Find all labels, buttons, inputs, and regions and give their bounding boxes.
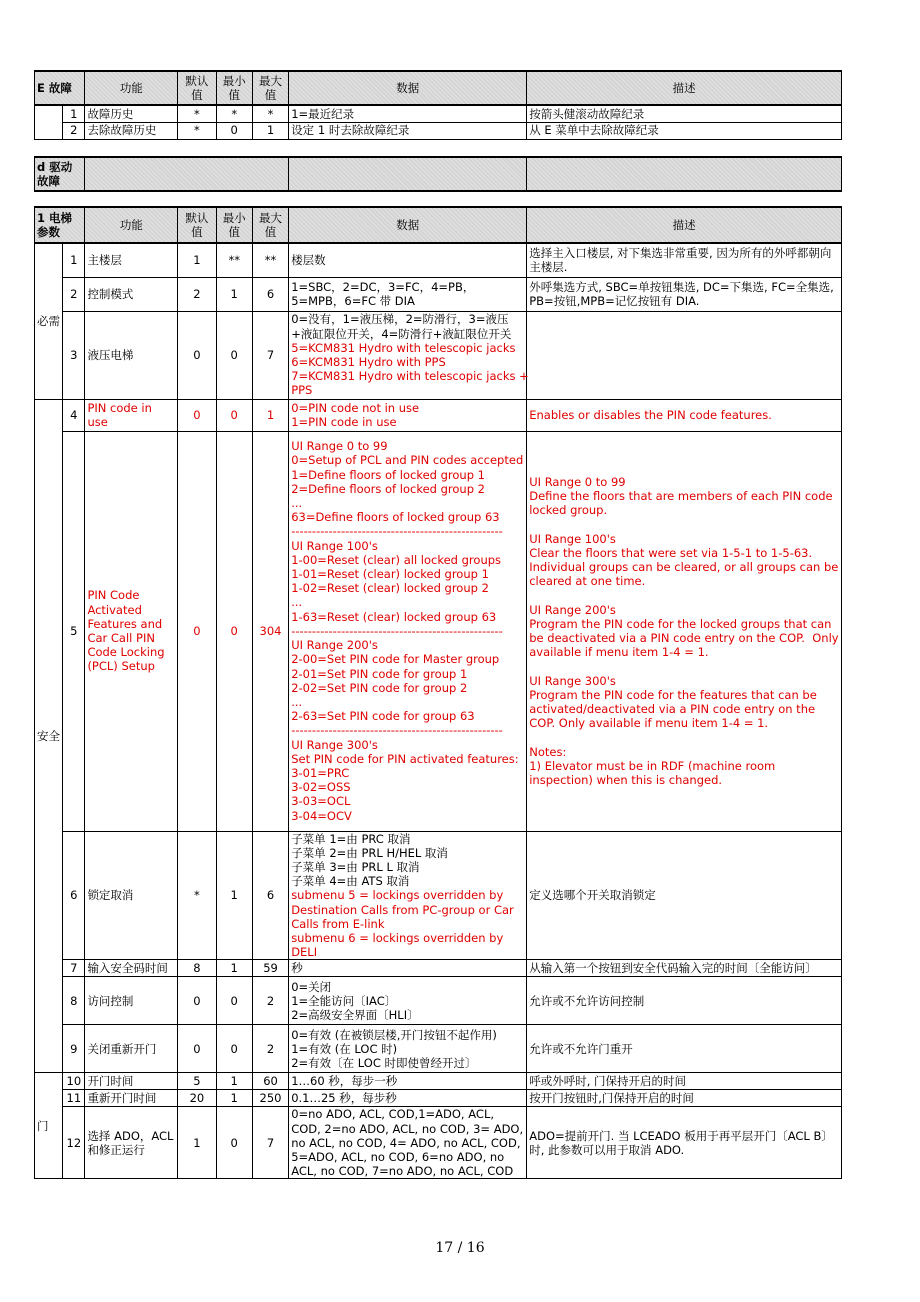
fault-table xyxy=(34,70,842,140)
min-cell: 1 xyxy=(216,831,252,960)
row-number: 5 xyxy=(63,431,85,831)
function-cell: 液压电梯 xyxy=(85,311,178,399)
row-number: 9 xyxy=(63,1025,85,1073)
max-cell: 2 xyxy=(252,977,288,1025)
description-cell: 呼或外呼时, 门保持开启的时间 xyxy=(527,1073,842,1090)
col-header-data: 数据 xyxy=(289,207,527,243)
row-number: 10 xyxy=(63,1073,85,1090)
default-cell: 0 xyxy=(178,1025,216,1073)
table-row xyxy=(35,399,842,431)
min-cell: 1 xyxy=(216,277,252,311)
max-cell: 7 xyxy=(252,1107,288,1179)
description-cell: 允许或不允许访问控制 xyxy=(527,977,842,1025)
section-title: 1 电梯参数 xyxy=(35,207,85,243)
function-cell: PIN Code Activated Features and Car Call PIN Code Locking (PCL) Setup xyxy=(85,431,178,831)
function-cell: 访问控制 xyxy=(85,977,178,1025)
group-label-door: 门 xyxy=(35,1073,63,1179)
description-cell: 外呼集选方式, SBC=单按钮集选, DC=下集选, FC=全集选, PB=按钮,MPB=记忆按钮有 DIA. xyxy=(527,277,842,311)
function-cell: 选择 ADO，ACL和修正运行 xyxy=(85,1107,178,1179)
description-cell: Enables or disables the PIN code features. xyxy=(527,399,842,431)
col-header-min: 最小值 xyxy=(216,207,252,243)
table-row xyxy=(35,1090,842,1107)
table-row xyxy=(35,831,842,960)
data-cell: 设定 1 时去除故障纪录 xyxy=(289,122,527,139)
data-cell: UI Range 0 to 99 0=Setup of PCL and PIN codes accepted 1=Define floors of locked group 1 2=Define floors of locked group 2 ... 63=Define floors of locked group 63 --------------------------------------------------- UI Range 100's 1-00=Reset (clear) all locked groups 1-01=Reset (clear) locked group 1 1-02=Reset (clear) locked group 2 ... 1-63=Reset (clear) locked group 63 --------------------------------------------------- UI Range 200's 2-00=Set PIN code for Master group 2-01=Set PIN code for group 1 2-02=Set PIN code for group 2 ... 2-63=Set PIN code for group 63 --------------------------------------------------- UI Range 300's Set PIN code for PIN activated features: 3-01=PRC 3-02=OSS 3-03=OCL 3-04=OCV xyxy=(289,431,527,831)
row-number: 7 xyxy=(63,960,85,977)
row-number: 6 xyxy=(63,831,85,960)
description-cell: 按箭头健滚动故障纪录 xyxy=(527,105,842,122)
row-number: 1 xyxy=(63,105,85,122)
default-cell: 0 xyxy=(178,431,216,831)
max-cell: 2 xyxy=(252,1025,288,1073)
max-cell: 250 xyxy=(252,1090,288,1107)
max-cell: 60 xyxy=(252,1073,288,1090)
max-cell: * xyxy=(252,105,288,122)
function-cell: 开门时间 xyxy=(85,1073,178,1090)
table-row xyxy=(35,311,842,399)
table-row xyxy=(35,431,842,831)
function-cell: 锁定取消 xyxy=(85,831,178,960)
min-cell: * xyxy=(216,105,252,122)
col-header-function: 功能 xyxy=(85,207,178,243)
min-cell: 0 xyxy=(216,122,252,139)
function-cell: 控制模式 xyxy=(85,277,178,311)
max-cell: 59 xyxy=(252,960,288,977)
table-row xyxy=(35,1073,842,1090)
row-number: 12 xyxy=(63,1107,85,1179)
max-cell: 6 xyxy=(252,277,288,311)
function-cell: 输入安全码时间 xyxy=(85,960,178,977)
data-text: 子菜单 1=由 PRC 取消 子菜单 2=由 PRL H/HEL 取消 子菜单 3=由 PRL L 取消 子菜单 4=由 ATS 取消 xyxy=(291,831,448,889)
description-cell: ADO=提前开门. 当 LCEADO 板用于再平层开门〔ACL B〕时, 此参数可以用于取消 ADO. xyxy=(527,1107,842,1179)
drive-fault-table xyxy=(34,156,842,192)
empty-header xyxy=(289,157,527,191)
function-cell: 去除故障历史 xyxy=(85,122,178,139)
table-row xyxy=(35,122,842,139)
max-cell: 1 xyxy=(252,122,288,139)
table-row xyxy=(35,960,842,977)
default-cell: * xyxy=(178,122,216,139)
data-cell xyxy=(289,311,527,399)
section-title: d 驱动故障 xyxy=(35,157,85,191)
data-cell: 0.1…25 秒，每步秒 xyxy=(289,1090,527,1107)
row-number: 3 xyxy=(63,311,85,399)
max-cell: 7 xyxy=(252,311,288,399)
function-cell: 关闭重新开门 xyxy=(85,1025,178,1073)
function-cell: 重新开门时间 xyxy=(85,1090,178,1107)
data-text-red: 5=KCM831 Hydro with telescopic jacks 6=KCM831 Hydro with PPS 7=KCM831 Hydro with telescopic jacks + PPS xyxy=(291,340,529,398)
col-header-description: 描述 xyxy=(527,71,842,105)
data-text: 0=没有，1=液压梯，2=防滑行，3=液压+液缸限位开关，4=防滑行+液缸限位开关 xyxy=(291,312,512,341)
default-cell: 5 xyxy=(178,1073,216,1090)
col-header-min: 最小值 xyxy=(216,71,252,105)
col-header-max: 最大值 xyxy=(252,71,288,105)
data-cell: 1…60 秒，每步一秒 xyxy=(289,1073,527,1090)
min-cell: 1 xyxy=(216,960,252,977)
description-cell: 选择主入口楼层, 对下集选非常重要, 因为所有的外呼都朝向主楼层. xyxy=(527,243,842,277)
function-cell: 主楼层 xyxy=(85,243,178,277)
min-cell: 1 xyxy=(216,1090,252,1107)
row-number: 1 xyxy=(63,243,85,277)
min-cell: 0 xyxy=(216,399,252,431)
row-number: 8 xyxy=(63,977,85,1025)
data-cell: 0=关闭 1=全能访问〔IAC〕 2=高级安全界面〔HLI〕 xyxy=(289,977,527,1025)
empty-header xyxy=(85,157,289,191)
data-cell: 0=PIN code not in use 1=PIN code in use xyxy=(289,399,527,431)
table-row xyxy=(35,1025,842,1073)
description-cell: UI Range 0 to 99 Define the floors that are members of each PIN code locked group. UI Range 100's Clear the floors that were set via 1-5-1 to 1-5-63. Individual groups can be cleared, or all groups can be cleared at one time. UI Range 200's Program the PIN code for the locked groups that can be deactivated via a PIN code entry on the COP. Only available if menu item 1-4 = 1. UI Range 300's Program the PIN code for the features that can be activated/deactivated via a PIN code entry on the COP. Only available if menu item 1-4 = 1. Notes: 1) Elevator must be in RDF (machine room inspection) when this is changed. xyxy=(527,431,842,831)
row-number: 11 xyxy=(63,1090,85,1107)
table-row xyxy=(35,277,842,311)
max-cell: 6 xyxy=(252,831,288,960)
description-cell xyxy=(527,311,842,399)
section-title: E 故障 xyxy=(35,71,85,105)
data-cell xyxy=(289,831,527,960)
default-cell: 20 xyxy=(178,1090,216,1107)
group-label-required: 必需 xyxy=(35,243,63,399)
data-cell: 1=最近纪录 xyxy=(289,105,527,122)
elevator-params-table xyxy=(34,206,842,1179)
col-header-max: 最大值 xyxy=(252,207,288,243)
page-number: 17 / 16 xyxy=(435,1240,485,1256)
max-cell: ** xyxy=(252,243,288,277)
description-cell: 从 E 菜单中去除故障纪录 xyxy=(527,122,842,139)
table-row xyxy=(35,105,842,122)
data-cell: 楼层数 xyxy=(289,243,527,277)
function-cell: PIN code in use xyxy=(85,399,178,431)
min-cell: 0 xyxy=(216,977,252,1025)
min-cell: 0 xyxy=(216,311,252,399)
group-label-safety: 安全 xyxy=(35,399,63,1073)
min-cell: 0 xyxy=(216,1107,252,1179)
col-header-data: 数据 xyxy=(289,71,527,105)
row-number: 4 xyxy=(63,399,85,431)
default-cell: 1 xyxy=(178,243,216,277)
row-number: 2 xyxy=(63,277,85,311)
description-cell: 从输入第一个按钮到安全代码输入完的时间〔全能访问〕 xyxy=(527,960,842,977)
table-row xyxy=(35,1107,842,1179)
min-cell: 0 xyxy=(216,1025,252,1073)
empty-header xyxy=(527,157,842,191)
function-cell: 故障历史 xyxy=(85,105,178,122)
default-cell: 2 xyxy=(178,277,216,311)
col-header-function: 功能 xyxy=(85,71,178,105)
group-cell xyxy=(35,105,63,139)
col-header-description: 描述 xyxy=(527,207,842,243)
table-row xyxy=(35,243,842,277)
data-cell: 0=no ADO, ACL, COD,1=ADO, ACL, COD, 2=no ADO, ACL, no COD, 3= ADO, no ACL, no COD, 4= ADO, no ACL, COD, 5=ADO, ACL, no COD, 6=no ADO, no ACL, no COD, 7=no ADO, no ACL, COD xyxy=(289,1107,527,1179)
description-cell: 定义选哪个开关取消锁定 xyxy=(527,831,842,960)
default-cell: 8 xyxy=(178,960,216,977)
data-cell: 1=SBC，2=DC，3=FC，4=PB， 5=MPB，6=FC 带 DIA xyxy=(289,277,527,311)
default-cell: 0 xyxy=(178,399,216,431)
default-cell: * xyxy=(178,105,216,122)
description-cell: 按开门按钮时,门保持开启的时间 xyxy=(527,1090,842,1107)
data-cell: 0=有效 (在被锁层楼,开门按钮不起作用) 1=有效 (在 LOC 时) 2=有效〔在 LOC 时即使曾经开过〕 xyxy=(289,1025,527,1073)
col-header-default: 默认值 xyxy=(178,207,216,243)
default-cell: 0 xyxy=(178,977,216,1025)
max-cell: 1 xyxy=(252,399,288,431)
col-header-default: 默认值 xyxy=(178,71,216,105)
data-cell: 秒 xyxy=(289,960,527,977)
default-cell: * xyxy=(178,831,216,960)
default-cell: 1 xyxy=(178,1107,216,1179)
min-cell: 0 xyxy=(216,431,252,831)
max-cell: 304 xyxy=(252,431,288,831)
data-text-red: submenu 5 = lockings overridden by Destination Calls from PC-group or Car Calls from E-link submenu 6 = lockings overridden by DELI xyxy=(291,888,514,960)
table-row xyxy=(35,977,842,1025)
min-cell: 1 xyxy=(216,1073,252,1090)
default-cell: 0 xyxy=(178,311,216,399)
description-cell: 允许或不允许门重开 xyxy=(527,1025,842,1073)
min-cell: ** xyxy=(216,243,252,277)
row-number: 2 xyxy=(63,122,85,139)
